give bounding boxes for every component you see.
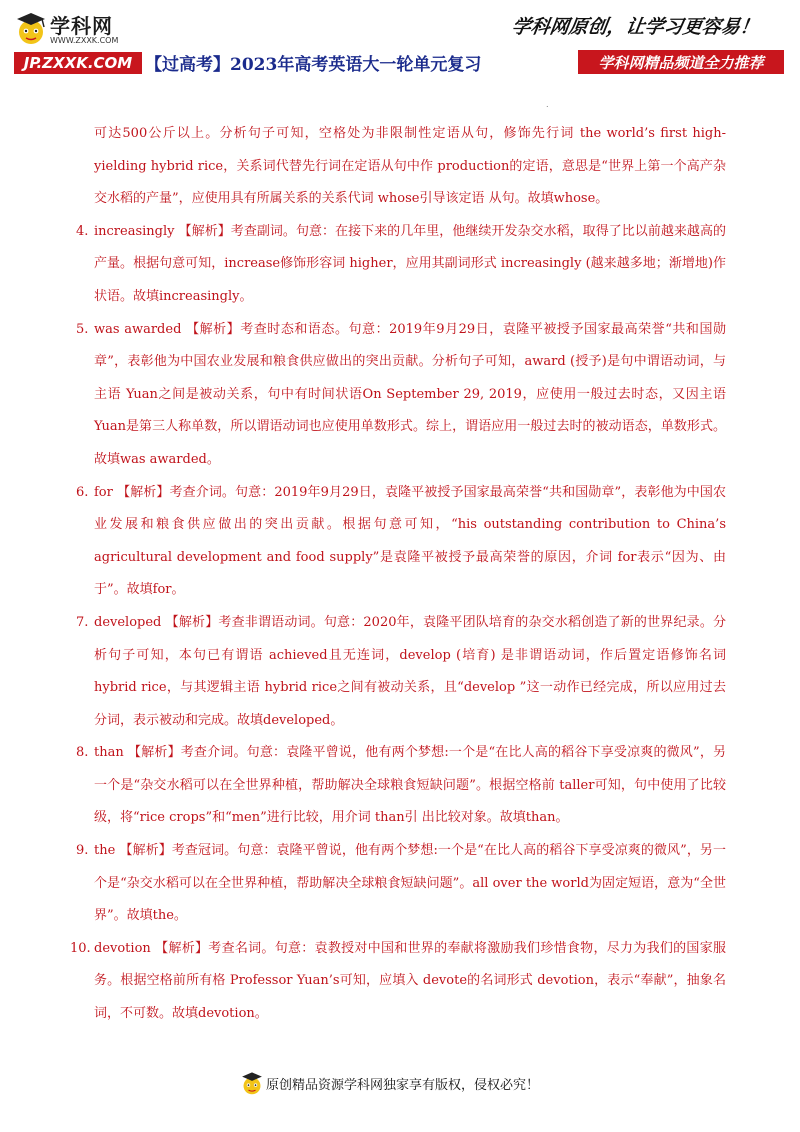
site-slogan: 学科网原创，让学习更容易！ <box>510 16 761 38</box>
answer-number: 7. <box>76 614 89 630</box>
answer-item <box>76 477 726 607</box>
answer-number: 10. <box>70 940 91 956</box>
answer-number: 5. <box>76 321 89 337</box>
logo-text: 学科网 <box>50 14 113 38</box>
answer-number: 9. <box>76 843 89 859</box>
answer-item <box>76 118 726 216</box>
page-header <box>0 0 800 109</box>
answer-text: was awarded 【解析】考查时态和语态。句意：2019年9月29日，袁隆平被授予国家最高荣誉“共和国勋章”，表彰他为中国农业发展和粮食供应做出的突出贡献。分析句子可知，award (授予)是句中谓语动词，与主语 Yuan之间是被动关系，句中有时间状语On September 29, 2019，应使用一般过去时态，又因主语 Yuan是第三人称单数，所以谓语动词也应使用单数形式。综上，谓语应用一般过去时的被动语态，单数形式。故填was awarded。 <box>94 321 726 467</box>
answer-text: than 【解析】考查介词。句意：袁隆平曾说，他有两个梦想:一个是“在比人高的稻谷下享受凉爽的微风”，另一个是“杂交水稻可以在全世界种植，帮助解决全球粮食短缺问题”。根据空格前 taller可知，句中使用了比较级，将“rice crops”和“men”进行比较，用介词 than引 出比较对象。故填than。 <box>94 745 726 826</box>
answer-list <box>70 118 726 1031</box>
answer-number: 8. <box>76 745 89 761</box>
answer-item <box>76 607 726 737</box>
copyright-notice: 原创精品资源学科网独家享有版权，侵权必究！ <box>266 1078 540 1093</box>
answer-text: for 【解析】考查介词。句意：2019年9月29日，袁隆平被授予国家最高荣誉“共和国勋章”，表彰他为中国农业发展和粮食供应做出的突出贡献。根据句意可知，“his outstanding contribution to China’s agricultural development and food supply”是袁隆平被授予最高荣誉的原因，介词 for表示“因为、由于”。故填for。 <box>94 484 726 598</box>
answer-item <box>76 314 726 477</box>
answer-number: 6. <box>76 484 89 500</box>
answer-text: the 【解析】考查冠词。句意：袁隆平曾说，他有两个梦想:一个是“在比人高的稻谷下享受凉爽的微风”，另一个是“杂交水稻可以在全世界种植，帮助解决全球粮食短缺问题”。all over the world为固定短语，意为“全世界”。故填the。 <box>94 843 726 924</box>
divider-dot: . <box>546 100 549 109</box>
recommend-badge: 学科网精品频道全力推荐 <box>578 50 784 74</box>
mascot-icon <box>14 10 48 46</box>
answer-item <box>76 737 726 835</box>
mascot-icon <box>240 1070 264 1096</box>
answer-item <box>76 216 726 314</box>
answer-item <box>76 835 726 933</box>
answer-text: developed 【解析】考查非谓语动词。句意：2020年，袁隆平团队培育的杂交水稻创造了新的世界纪录。分析句子可知，本句已有谓语 achieved且无连词，develop (培育) 是非谓语动词，作后置定语修饰名词 hybrid rice，与其逻辑主语 hybrid rice之间有被动关系，且“develop ”这一动作已经完成，所以应用过去分词，表示被动和完成。故填developed。 <box>94 614 726 728</box>
page-footer <box>0 1070 800 1100</box>
answer-number: 4. <box>76 223 89 239</box>
answer-text: devotion 【解析】考查名词。句意：袁教授对中国和世界的奉献将激励我们珍惜食物，尽力为我们的国家服务。根据空格前所有格 Professor Yuan’s可知，应填入 devote的名词形式 devotion，表示“奉献”，抽象名词，不可数。故填devotion。 <box>94 940 726 1022</box>
answer-text: 可达500公斤以上。分析句子可知，空格处为非限制性定语从句，修饰先行词 the world’s first high-yielding hybrid rice，关系词代替先行词在定语从句中作 production的定语，意思是“世界上第一个高产杂交水稻的产量”，应使用具有所属关系的关系代词 whose引导该定语 从句。故填whose。 <box>94 126 726 207</box>
document-title: 【过高考】2023年高考英语大一轮单元复习 <box>145 55 482 75</box>
answer-text: increasingly 【解析】考查副词。句意：在接下来的几年里，他继续开发杂交水稻，取得了比以前越来越高的产量。根据句意可知，increase修饰形容词 higher，应用其副词形式 increasingly (越来越多地；渐增地)作状语。故填increasingly。 <box>94 223 726 304</box>
answer-item <box>70 933 726 1031</box>
logo-url: WWW.ZXXK.COM <box>50 36 119 45</box>
site-badge[interactable]: JP.ZXXK.COM <box>14 52 142 74</box>
